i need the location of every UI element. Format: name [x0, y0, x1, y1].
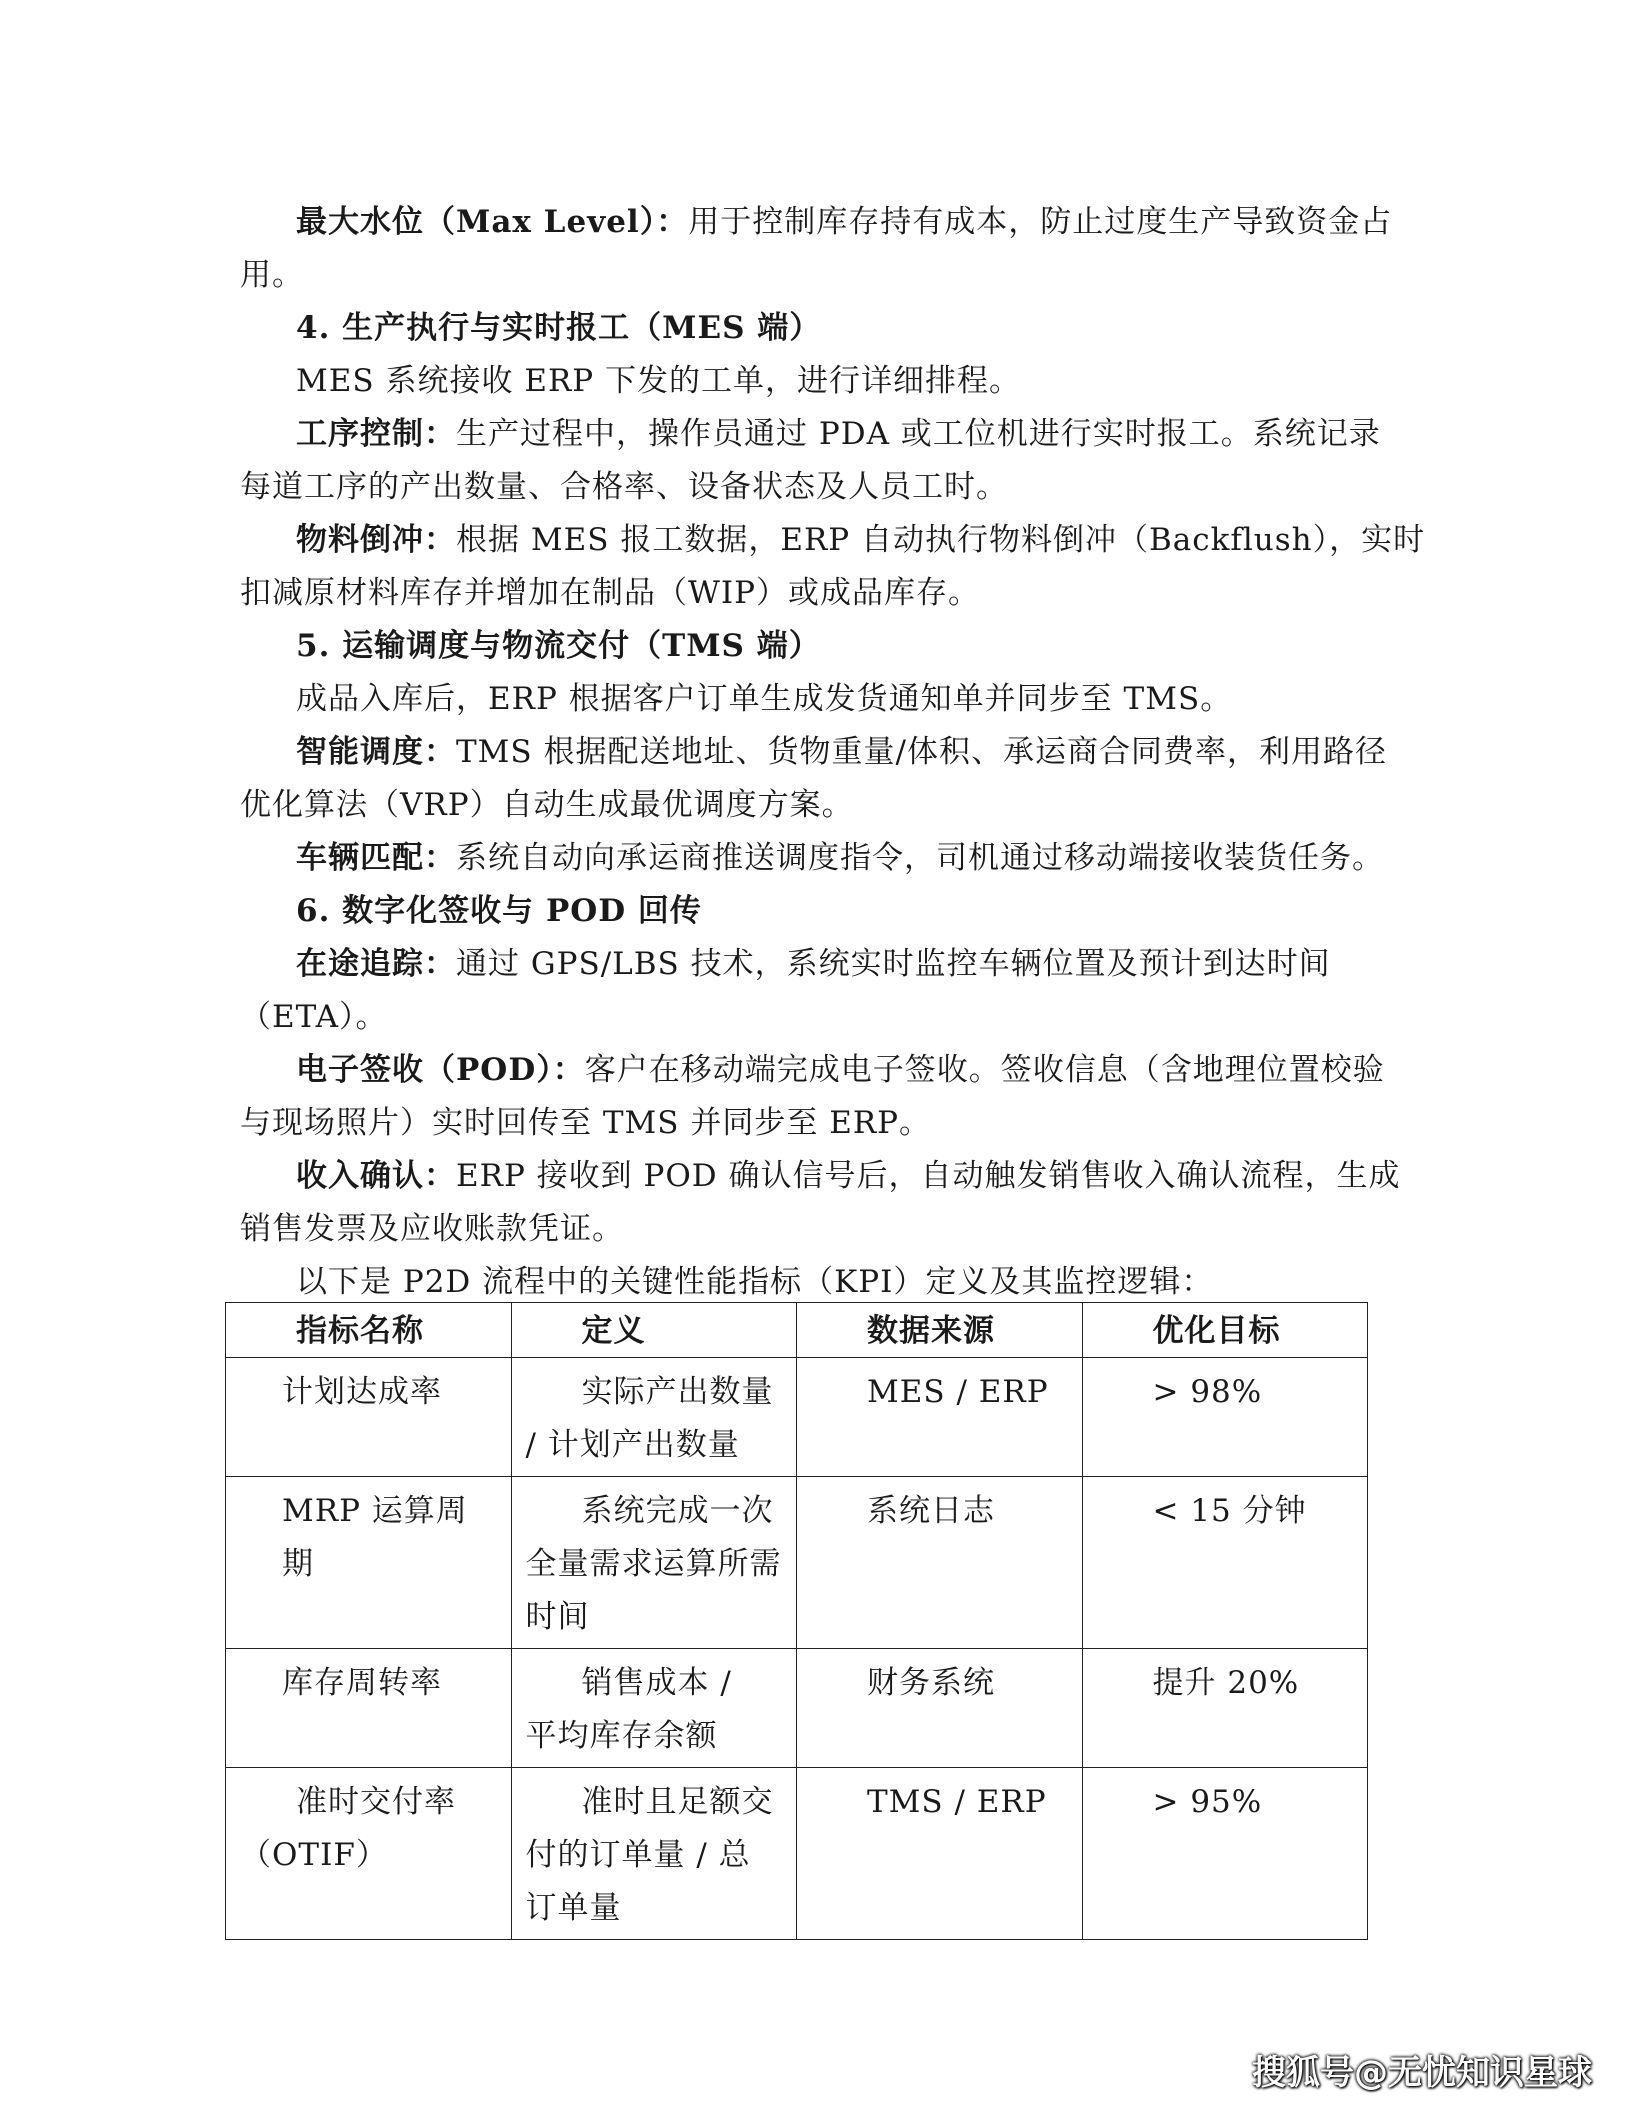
- document-body: [240, 196, 1426, 1309]
- paragraph-continuation: 与现场照片）实时回传至 TMS 并同步至 ERP。: [240, 1105, 932, 1141]
- kpi-source: MES / ERP: [797, 1358, 1083, 1477]
- table-row: [226, 1358, 1368, 1477]
- kpi-definition: [511, 1477, 797, 1649]
- term-label: 在途追踪：: [296, 946, 456, 982]
- paragraph-text: 用于控制库存持有成本，防止过度生产导致资金占: [688, 204, 1393, 240]
- name-line: 准时交付率: [296, 1784, 456, 1820]
- table-row: [226, 1649, 1368, 1768]
- term-label: 车辆匹配：: [296, 840, 456, 876]
- kpi-definition: [511, 1649, 797, 1768]
- definition-line: 平均库存余额: [525, 1718, 718, 1754]
- paragraph: [240, 1044, 1385, 1097]
- section-heading-6: 6. 数字化签收与 POD 回传: [296, 893, 702, 929]
- kpi-target: > 98%: [1082, 1358, 1368, 1477]
- paragraph: [240, 938, 1380, 991]
- table-header-row: [226, 1303, 1368, 1358]
- kpi-target: 提升 20%: [1082, 1649, 1368, 1768]
- table-row: [226, 1477, 1368, 1649]
- paragraph-continuation: 用。: [240, 257, 304, 293]
- definition-line: 系统完成一次: [581, 1493, 774, 1529]
- term-label: 物料倒冲：: [296, 522, 456, 558]
- table-intro: 以下是 P2D 流程中的关键性能指标（KPI）定义及其监控逻辑：: [296, 1264, 1214, 1300]
- paragraph-text: 通过 GPS/LBS 技术，系统实时监控车辆位置及预计到达时间: [456, 946, 1331, 982]
- kpi-name: 库存周转率: [226, 1649, 512, 1768]
- paragraph-text: 客户在移动端完成电子签收。签收信息（含地理位置校验: [584, 1052, 1385, 1088]
- paragraph-text: 生产过程中，操作员通过 PDA 或工位机进行实时报工。系统记录: [456, 416, 1381, 452]
- kpi-definition: [511, 1358, 797, 1477]
- paragraph-text: 系统自动向承运商推送调度指令，司机通过移动端接收装货任务。: [456, 840, 1384, 876]
- kpi-table: [225, 1302, 1368, 1940]
- header-cell: 数据来源: [797, 1303, 1083, 1358]
- paragraph: [240, 726, 1387, 779]
- paragraph-continuation: 扣减原材料库存并增加在制品（WIP）或成品库存。: [240, 575, 980, 611]
- term-label: 工序控制：: [296, 416, 456, 452]
- section-heading-4: 4. 生产执行与实时报工（MES 端）: [296, 310, 822, 346]
- kpi-name: MRP 运算周期: [226, 1477, 512, 1649]
- paragraph-text: 根据 MES 报工数据，ERP 自动执行物料倒冲（Backflush），实时: [456, 522, 1426, 558]
- kpi-source: 系统日志: [797, 1477, 1083, 1649]
- header-cell: 优化目标: [1082, 1303, 1368, 1358]
- header-cell: 定义: [511, 1303, 797, 1358]
- header-cell: 指标名称: [226, 1303, 512, 1358]
- section-heading-5: 5. 运输调度与物流交付（TMS 端）: [296, 628, 821, 664]
- paragraph: 成品入库后，ERP 根据客户订单生成发货通知单并同步至 TMS。: [296, 681, 1233, 717]
- kpi-name: 计划达成率: [226, 1358, 512, 1477]
- paragraph: [240, 408, 1380, 461]
- paragraph: [240, 832, 1384, 885]
- kpi-definition: [511, 1768, 797, 1940]
- paragraph-continuation: 销售发票及应收账款凭证。: [240, 1211, 624, 1247]
- paragraph-text: TMS 根据配送地址、货物重量/体积、承运商合同费率，利用路径: [456, 734, 1387, 770]
- paragraph: [240, 196, 1393, 249]
- term-label: 智能调度：: [296, 734, 456, 770]
- kpi-target: > 95%: [1082, 1768, 1368, 1940]
- paragraph-continuation: 优化算法（VRP）自动生成最优调度方案。: [240, 787, 854, 823]
- term-label: 最大水位（Max Level）：: [296, 204, 689, 240]
- definition-line: 销售成本 /: [581, 1665, 732, 1701]
- definition-line: 付的订单量 / 总订单量: [525, 1837, 751, 1926]
- table-row: [226, 1768, 1368, 1940]
- definition-line: 全量需求运算所需时间: [525, 1546, 782, 1635]
- definition-line: / 计划产出数量: [525, 1427, 740, 1463]
- definition-line: 实际产出数量: [581, 1374, 774, 1410]
- paragraph-continuation: 每道工序的产出数量、合格率、设备状态及人员工时。: [240, 469, 1008, 505]
- definition-line: 准时且足额交: [581, 1784, 774, 1820]
- paragraph: [240, 1150, 1401, 1203]
- kpi-source: 财务系统: [797, 1649, 1083, 1768]
- paragraph: [240, 514, 1426, 567]
- term-label: 收入确认：: [296, 1158, 456, 1194]
- name-line: （OTIF）: [240, 1837, 388, 1873]
- kpi-source: TMS / ERP: [797, 1768, 1083, 1940]
- paragraph-continuation: （ETA）。: [240, 999, 388, 1035]
- watermark: 搜狐号@无忧知识星球: [1252, 2053, 1592, 2093]
- kpi-target: < 15 分钟: [1082, 1477, 1368, 1649]
- paragraph: MES 系统接收 ERP 下发的工单，进行详细排程。: [296, 363, 1021, 399]
- kpi-name: [226, 1768, 512, 1940]
- term-label: 电子签收（POD）：: [296, 1052, 585, 1088]
- paragraph-text: ERP 接收到 POD 确认信号后，自动触发销售收入确认流程，生成: [456, 1158, 1401, 1194]
